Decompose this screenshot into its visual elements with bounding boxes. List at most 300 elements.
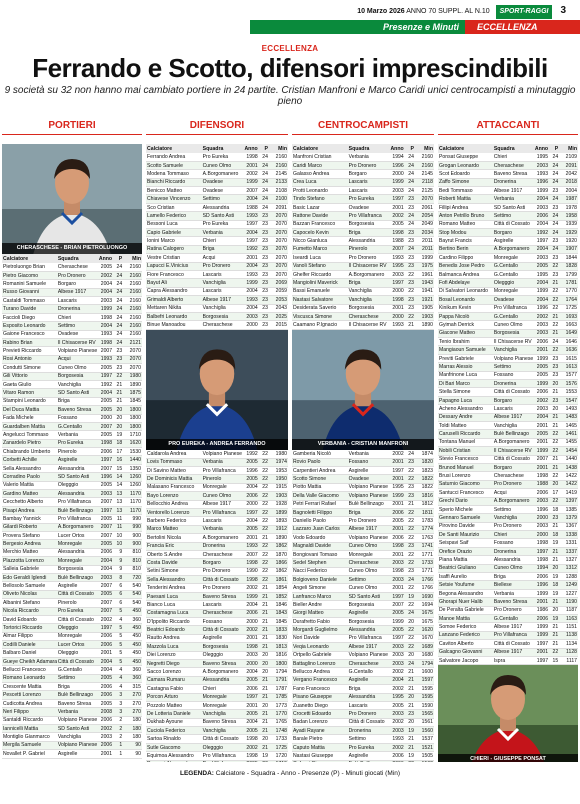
appearances: 23 bbox=[259, 220, 269, 228]
birth-year: 2006 bbox=[243, 685, 259, 693]
team-name: Cheraschese bbox=[202, 609, 243, 617]
minutes: 1689 bbox=[415, 643, 434, 651]
team-name: Settimo bbox=[493, 505, 533, 513]
section-divider bbox=[292, 134, 434, 135]
table-row bbox=[438, 405, 578, 413]
player-name: Benedis Jose Pedro bbox=[438, 262, 493, 270]
table-row bbox=[292, 760, 434, 762]
appearances: 22 bbox=[549, 296, 559, 304]
minutes: 1866 bbox=[269, 559, 288, 567]
player-name: De Santi Maurizio bbox=[438, 531, 493, 539]
team-name: Ovadese bbox=[202, 187, 243, 195]
minutes: 270 bbox=[123, 708, 142, 716]
table-row bbox=[2, 716, 142, 724]
team-name: Cuneo Olmo bbox=[202, 492, 243, 500]
player-name: Paesani Luca bbox=[146, 592, 202, 600]
table-row bbox=[2, 422, 142, 430]
section-label: ATTACCANTI bbox=[476, 120, 540, 131]
team-name: Cuneo Olmo bbox=[202, 161, 243, 169]
appearances: 21 bbox=[549, 312, 559, 320]
table-row bbox=[438, 480, 578, 488]
birth-year: 2003 bbox=[389, 710, 405, 718]
table-row bbox=[146, 245, 288, 253]
appearances: 24 bbox=[549, 195, 559, 203]
appearances: 23 bbox=[259, 270, 269, 278]
birth-year: 2006 bbox=[97, 641, 113, 649]
minutes: 2070 bbox=[123, 364, 142, 372]
player-name: Capocelo Kevin bbox=[292, 229, 348, 237]
minutes: 1260 bbox=[123, 481, 142, 489]
table-row bbox=[438, 623, 578, 631]
team-name: Lucer Ortos bbox=[57, 532, 97, 540]
minutes: 1733 bbox=[415, 559, 434, 567]
team-name: Settimo bbox=[348, 576, 389, 584]
appearances: 17 bbox=[549, 489, 559, 497]
minutes: 1725 bbox=[269, 743, 288, 751]
appearances: 21 bbox=[259, 534, 269, 542]
player-name: Mangiaoun Samuele bbox=[438, 346, 493, 354]
table-row bbox=[292, 534, 434, 542]
table-row bbox=[146, 304, 288, 312]
table-row bbox=[2, 271, 142, 279]
appearances: 23 bbox=[259, 237, 269, 245]
minutes: 1710 bbox=[123, 431, 142, 439]
minutes: 1117 bbox=[559, 656, 578, 664]
appearances: 23 bbox=[259, 245, 269, 253]
table-row bbox=[146, 475, 288, 483]
appearances: 22 bbox=[405, 559, 415, 567]
appearances: 22 bbox=[405, 643, 415, 651]
player-name: Mergila Samuele bbox=[2, 741, 57, 749]
column-header: P bbox=[113, 254, 123, 263]
appearances: 24 bbox=[113, 288, 123, 296]
minutes: 180 bbox=[123, 733, 142, 741]
appearances: 22 bbox=[259, 550, 269, 558]
appearances: 5 bbox=[113, 641, 123, 649]
appearances: 10 bbox=[113, 540, 123, 548]
minutes: 1950 bbox=[269, 475, 288, 483]
player-name: Fillipi Andrea bbox=[438, 203, 493, 211]
minutes: 2100 bbox=[269, 195, 288, 203]
team-name: A.Borgomanero bbox=[493, 438, 533, 446]
player-name: Salleia Gabriele bbox=[2, 565, 57, 573]
appearances: 20 bbox=[405, 651, 415, 659]
birth-year: 1998 bbox=[97, 313, 113, 321]
minutes: 2145 bbox=[415, 170, 434, 178]
minutes: 2121 bbox=[123, 339, 142, 347]
table-row bbox=[438, 531, 578, 539]
birth-year: 2004 bbox=[533, 279, 549, 287]
appearances: 22 bbox=[549, 472, 559, 480]
team-name: Borgaro bbox=[493, 396, 533, 404]
team-name: Borgosesia bbox=[348, 304, 389, 312]
appearances: 19 bbox=[405, 727, 415, 735]
team-name: Fossano bbox=[202, 618, 243, 626]
birth-year: 1997 bbox=[389, 279, 405, 287]
birth-year: 2005 bbox=[389, 701, 405, 709]
minutes: 2160 bbox=[123, 288, 142, 296]
birth-year: 2006 bbox=[97, 448, 113, 456]
team-name: Briga bbox=[493, 573, 533, 581]
table-row bbox=[438, 212, 578, 220]
table-row bbox=[438, 371, 578, 379]
birth-year: 2005 bbox=[97, 590, 113, 598]
player-name: Turano Davide bbox=[2, 305, 57, 313]
minutes: 1941 bbox=[415, 287, 434, 295]
appearances: 23 bbox=[405, 279, 415, 287]
birth-year: 1998 bbox=[97, 439, 113, 447]
birth-year: 2002 bbox=[389, 212, 405, 220]
birth-year: 1997 bbox=[533, 547, 549, 555]
appearances: 23 bbox=[405, 304, 415, 312]
table-row bbox=[2, 473, 142, 481]
appearances: 22 bbox=[549, 497, 559, 505]
appearances: 22 bbox=[259, 576, 269, 584]
appearances: 13 bbox=[113, 506, 123, 514]
birth-year: 2002 bbox=[389, 668, 405, 676]
player-photo bbox=[2, 144, 142, 254]
column-header: P bbox=[549, 144, 559, 153]
player-name: Nori Davide bbox=[292, 634, 348, 642]
minutes: 1190 bbox=[559, 598, 578, 606]
minutes: 1890 bbox=[123, 380, 142, 388]
appearances: 21 bbox=[259, 643, 269, 651]
minutes: 2160 bbox=[269, 161, 288, 169]
portieri-column bbox=[2, 144, 142, 762]
table-row bbox=[146, 567, 288, 575]
team-name: Ovadese bbox=[348, 475, 389, 483]
appearances: 20 bbox=[549, 480, 559, 488]
minutes: 1663 bbox=[559, 321, 578, 329]
appearances: 22 bbox=[405, 525, 415, 533]
player-name: Oberto S.Andre bbox=[146, 550, 202, 558]
appearances: 23 bbox=[113, 347, 123, 355]
appearances: 21 bbox=[549, 631, 559, 639]
player-name: Ghelfer Riccardo bbox=[292, 270, 348, 278]
birth-year: 2006 bbox=[533, 212, 549, 220]
appearances: 23 bbox=[549, 363, 559, 371]
minutes: 1560 bbox=[415, 727, 434, 735]
birth-year: 2005 bbox=[243, 475, 259, 483]
player-name: Cardino Filippo bbox=[438, 254, 493, 262]
team-name: Lascaris bbox=[493, 405, 533, 413]
minutes: 2070 bbox=[415, 195, 434, 203]
table-row bbox=[2, 632, 142, 640]
table-header-row bbox=[2, 254, 142, 263]
minutes: 1980 bbox=[123, 372, 142, 380]
team-name: Albese 1917 bbox=[493, 187, 533, 195]
team-name: Ispra bbox=[493, 656, 533, 664]
team-name: Il Chisacerse RV bbox=[348, 321, 389, 329]
minutes: 810 bbox=[123, 557, 142, 565]
table-row bbox=[292, 525, 434, 533]
player-name: De Lotteria Daniele bbox=[146, 710, 202, 718]
birth-year: 1999 bbox=[389, 178, 405, 186]
table-row bbox=[438, 245, 578, 253]
appearances: 23 bbox=[405, 542, 415, 550]
minutes: 1565 bbox=[415, 710, 434, 718]
team-name: Chieri bbox=[57, 313, 97, 321]
birth-year: 2004 bbox=[97, 565, 113, 573]
team-name: Pro Dronero bbox=[202, 262, 243, 270]
table-row bbox=[146, 203, 288, 211]
table-row bbox=[2, 490, 142, 498]
birth-year: 1988 bbox=[243, 203, 259, 211]
table-row bbox=[2, 532, 142, 540]
minutes: 2070 bbox=[269, 220, 288, 228]
player-name: Bazzan Francesco bbox=[292, 220, 348, 228]
minutes: 1670 bbox=[415, 634, 434, 642]
birth-year: 2001 bbox=[389, 203, 405, 211]
player-name: Merchio Matteo bbox=[2, 548, 57, 556]
table-row bbox=[292, 237, 434, 245]
player-name: Beatrici Edoardo bbox=[146, 626, 202, 634]
team-name: Pro Dronero bbox=[493, 480, 533, 488]
table-row bbox=[438, 472, 578, 480]
table-row bbox=[2, 406, 142, 414]
table-row bbox=[2, 280, 142, 288]
appearances: 21 bbox=[405, 701, 415, 709]
appearances: 22 bbox=[259, 492, 269, 500]
minutes: 540 bbox=[123, 590, 142, 598]
minutes: 90 bbox=[123, 750, 142, 758]
team-name: Borgosesia bbox=[493, 329, 533, 337]
team-name: Olegggio bbox=[202, 651, 243, 659]
birth-year: 1995 bbox=[389, 483, 405, 491]
appearances: 21 bbox=[259, 718, 269, 726]
team-name: Monregale bbox=[493, 287, 533, 295]
appearances: 24 bbox=[259, 161, 269, 169]
table-row bbox=[146, 676, 288, 684]
header-band bbox=[0, 20, 580, 34]
team-name: Monregale bbox=[57, 632, 97, 640]
birth-year: 2002 bbox=[97, 724, 113, 732]
player-name: Ortpello Gabriele bbox=[292, 651, 348, 659]
team-name: Pinerolo bbox=[202, 475, 243, 483]
minutes: 1693 bbox=[559, 312, 578, 320]
player-name: Gueye Cheikh Adamara bbox=[3, 658, 57, 665]
team-name: Alessandria bbox=[202, 676, 243, 684]
team-name: Monregale bbox=[57, 557, 97, 565]
appearances: 24 bbox=[549, 170, 559, 178]
minutes: 1138 bbox=[559, 631, 578, 639]
player-name: Della Valle Giacomo bbox=[292, 492, 348, 500]
appearances: 23 bbox=[549, 187, 559, 195]
minutes: 1770 bbox=[269, 710, 288, 718]
birth-year: 2003 bbox=[389, 270, 405, 278]
appearances: 22 bbox=[259, 567, 269, 575]
birth-year: 2004 bbox=[243, 229, 259, 237]
table-row bbox=[146, 287, 288, 295]
minutes: 540 bbox=[123, 599, 142, 607]
table-row bbox=[438, 363, 578, 371]
table-row bbox=[146, 500, 288, 508]
team-name: Pro Eureka bbox=[57, 607, 97, 615]
appearances: 2 bbox=[113, 733, 123, 741]
player-name: Guardalben Mattia bbox=[2, 422, 57, 430]
table-row bbox=[2, 699, 142, 707]
minutes: 1781 bbox=[559, 279, 578, 287]
team-name: Settimo bbox=[348, 735, 389, 743]
birth-year: 1999 bbox=[243, 279, 259, 287]
table-row bbox=[146, 727, 288, 735]
team-name: Città di Cossato bbox=[493, 640, 533, 648]
table-row bbox=[292, 212, 434, 220]
appearances: 23 bbox=[405, 203, 415, 211]
minutes: 720 bbox=[123, 573, 142, 581]
team-name: G.Centallo bbox=[57, 422, 97, 430]
player-name: Crea Luca bbox=[292, 178, 348, 186]
birth-year: 2004 bbox=[533, 220, 549, 228]
player-name: Corradino Paolo bbox=[2, 473, 57, 481]
birth-year: 2001 bbox=[533, 648, 549, 656]
appearances: 22 bbox=[405, 626, 415, 634]
player-name: Rosi Antonio bbox=[2, 355, 57, 363]
section-attaccanti bbox=[438, 118, 578, 142]
table-row bbox=[2, 448, 142, 456]
team-name: G.Centallo bbox=[348, 668, 389, 676]
player-name: Marco Matteo bbox=[146, 525, 202, 533]
team-name: Bulè Bellinzago bbox=[348, 500, 389, 508]
appearances: 22 bbox=[549, 438, 559, 446]
appearances: 20 bbox=[113, 422, 123, 430]
player-name: Magnaldi Davide bbox=[292, 542, 348, 550]
table-row bbox=[146, 550, 288, 558]
minutes: 1151 bbox=[559, 623, 578, 631]
minutes: 540 bbox=[123, 582, 142, 590]
team-name: Fossano bbox=[348, 458, 389, 466]
minutes: 2025 bbox=[269, 312, 288, 320]
birth-year: 1998 bbox=[243, 752, 259, 760]
appearances: 5 bbox=[113, 649, 123, 657]
minutes: 2070 bbox=[269, 270, 288, 278]
table-row bbox=[292, 550, 434, 558]
birth-year: 1997 bbox=[243, 693, 259, 701]
birth-year: 1998 bbox=[389, 296, 405, 304]
table-row bbox=[292, 170, 434, 178]
player-name: Faccioli Diego bbox=[2, 313, 57, 321]
player-name: Bagnoletti Filippo bbox=[292, 508, 348, 516]
player-name: Battaglino Lorenzo bbox=[292, 659, 348, 667]
birth-year bbox=[243, 760, 259, 762]
team-name: Cuneo Olmo bbox=[57, 364, 97, 372]
minutes: 1338 bbox=[559, 531, 578, 539]
minutes: 1620 bbox=[415, 626, 434, 634]
appearances: 9 bbox=[113, 548, 123, 556]
minutes: 1812 bbox=[415, 500, 434, 508]
player-name: Valerio Mattia bbox=[2, 481, 57, 489]
team-name: Pinerolo bbox=[57, 599, 97, 607]
team-name: Albese 1917 bbox=[202, 500, 243, 508]
appearances: 23 bbox=[259, 296, 269, 304]
birth-year: 2001 bbox=[243, 634, 259, 642]
appearances: 20 bbox=[549, 380, 559, 388]
minutes: 450 bbox=[123, 632, 142, 640]
birth-year: 2004 bbox=[97, 557, 113, 565]
appearances: 22 bbox=[549, 287, 559, 295]
birth-year: 1997 bbox=[533, 656, 549, 664]
minutes: 1620 bbox=[123, 439, 142, 447]
team-name: A.Borgomanero bbox=[348, 270, 389, 278]
minutes: 1783 bbox=[415, 517, 434, 525]
appearances: 24 bbox=[549, 245, 559, 253]
section-divider bbox=[438, 134, 578, 135]
birth-year: 1995 bbox=[389, 262, 405, 270]
appearances: 24 bbox=[405, 178, 415, 186]
appearances: 15 bbox=[113, 464, 123, 472]
birth-year: 1998 bbox=[389, 229, 405, 237]
team-name: Città di Cossato bbox=[493, 388, 533, 396]
player-name: Stella Simone bbox=[438, 388, 493, 396]
table-row bbox=[2, 288, 142, 296]
team-name: Dronerina bbox=[493, 547, 533, 555]
team-name: Ovadese bbox=[493, 296, 533, 304]
player-name: Grechi Dario bbox=[438, 497, 493, 505]
appearances: 19 bbox=[405, 592, 415, 600]
player-name: Sartoa Rinaldo bbox=[146, 735, 202, 743]
header-meta bbox=[0, 4, 580, 18]
player-name: Carpentieri Andrea bbox=[292, 466, 348, 474]
player-name: Lanzano Federico bbox=[438, 631, 493, 639]
player-name: Brusi Lorenzo bbox=[438, 472, 493, 480]
minutes: 2118 bbox=[415, 178, 434, 186]
player-name: Capra Alessandro bbox=[146, 287, 202, 295]
team-name: Pro Eureka bbox=[57, 439, 97, 447]
column-header: Anno bbox=[390, 145, 404, 152]
appearances: 20 bbox=[405, 693, 415, 701]
minutes: 900 bbox=[123, 540, 142, 548]
birth-year: 2007 bbox=[533, 455, 549, 463]
team-name: Pro Dronero bbox=[57, 271, 97, 279]
table-row bbox=[2, 297, 142, 305]
appearances: 20 bbox=[405, 718, 415, 726]
player-name: Plazzotta Lorenzo bbox=[2, 557, 57, 565]
birth-year: 1998 bbox=[389, 542, 405, 550]
player-name: Romano Leonardo bbox=[2, 674, 57, 682]
minutes: 1505 bbox=[415, 752, 434, 760]
team-name: Settimo bbox=[57, 322, 97, 330]
centrocampisti-column bbox=[292, 144, 434, 762]
player-name: Zuanetto Diego bbox=[292, 701, 348, 709]
table-row bbox=[292, 187, 434, 195]
appearances: 22 bbox=[405, 534, 415, 542]
birth-year: 2005 bbox=[97, 397, 113, 405]
player-name: Binue Manoadou bbox=[146, 321, 202, 329]
table-row bbox=[438, 254, 578, 262]
team-name: Lucer Ortos bbox=[57, 641, 97, 649]
birth-year: 2000 bbox=[389, 312, 405, 320]
table-row bbox=[146, 458, 288, 466]
birth-year: 2003 bbox=[389, 643, 405, 651]
minutes: 990 bbox=[123, 515, 142, 523]
birth-year: 1996 bbox=[533, 178, 549, 186]
minutes: 1800 bbox=[123, 422, 142, 430]
table-row bbox=[292, 559, 434, 567]
appearances: 24 bbox=[113, 271, 123, 279]
table-row bbox=[438, 463, 578, 471]
minutes: 1862 bbox=[269, 542, 288, 550]
birth-year: 1999 bbox=[243, 592, 259, 600]
appearances: 18 bbox=[549, 505, 559, 513]
appearances: 22 bbox=[259, 559, 269, 567]
table-row bbox=[438, 522, 578, 530]
column-header: Squadra bbox=[202, 144, 243, 153]
appearances: 22 bbox=[405, 634, 415, 642]
player-name: De Dominicis Mattia bbox=[146, 475, 202, 483]
player-name: Vanoli Stefano bbox=[292, 262, 348, 270]
table-row bbox=[146, 237, 288, 245]
minutes: 1823 bbox=[415, 466, 434, 474]
